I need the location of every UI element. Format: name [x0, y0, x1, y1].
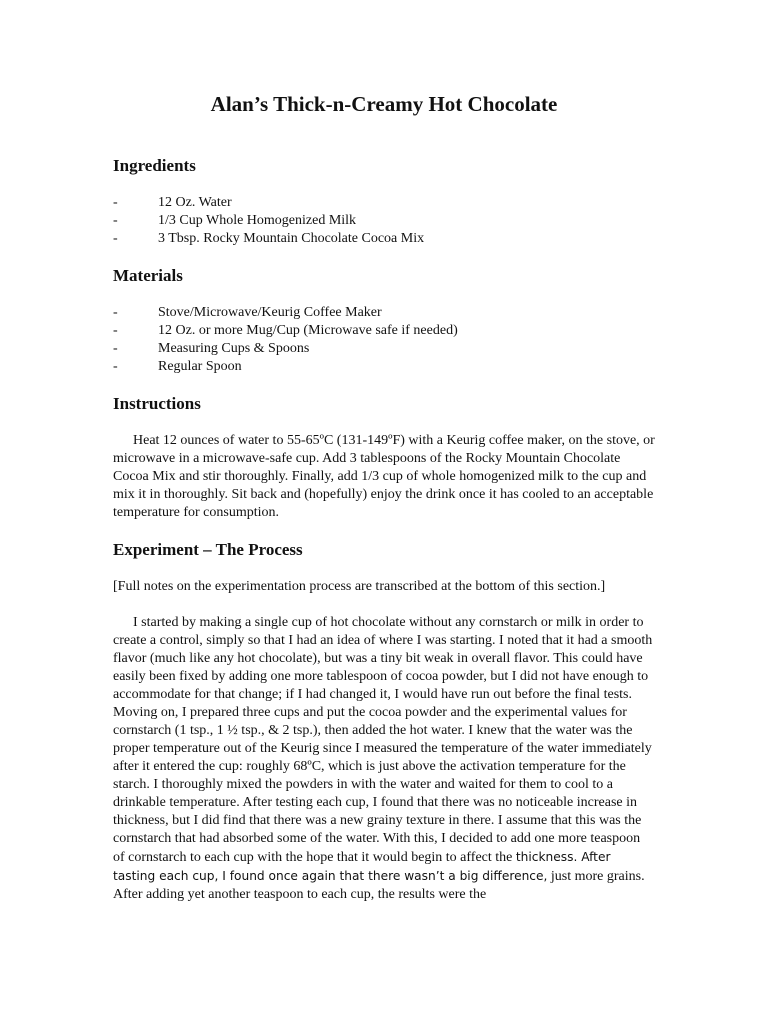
instructions-heading: Instructions — [113, 394, 201, 413]
experiment-note: [Full notes on the experimentation process are transcribed at the bottom of this section.] — [113, 579, 606, 594]
list-item: - 12 Oz. Water — [113, 195, 232, 210]
list-item: - Stove/Microwave/Keurig Coffee Maker — [113, 305, 382, 320]
document-title: Alan’s Thick-n-Creamy Hot Chocolate — [210, 92, 558, 116]
list-item: - 1/3 Cup Whole Homogenized Milk — [113, 213, 357, 228]
list-item: - Measuring Cups & Spoons — [113, 341, 310, 356]
list-item: - 12 Oz. or more Mug/Cup (Microwave safe if needed) — [113, 323, 458, 338]
list-item: - 3 Tbsp. Rocky Mountain Chocolate Cocoa Mix — [113, 231, 425, 246]
ingredients-heading: Ingredients — [113, 156, 196, 175]
materials-heading: Materials — [113, 266, 183, 285]
materials-list — [113, 304, 458, 376]
ingredients-list — [113, 194, 424, 248]
experiment-heading: Experiment – The Process — [113, 540, 303, 559]
experiment-paragraph: I started by making a single cup of hot chocolate without any cornstarch or milk in order to create a control, simply so that I had an idea of where I was starting. I noted that it had a smooth flavor (much like any hot chocolate), but was a tiny bit weak in overall flavor. This could have easily been fixed by adding one more tablespoon of cocoa powder, but I did not have enough to accommodate for that change; if I had changed it, I would have run out before the final tests. Moving on, I prepared three cups and put the cocoa powder and the experimental values for cornstarch (1 tsp., 1 ½ tsp., & 2 tsp.), then added the hot water. I knew that the water was the proper temperature out of the Keurig since I measured the temperature of the water immediately after it entered the cup: roughly 68ºC, which is just above the activation temperature for the starch. I thoroughly mixed the powders in with the water and waited for them to cool to a drinkable temperature. After testing each cup, I found that there was no noticeable increase in thickness, but I did find that there was a new grainy texture in there. I assume that this was the cornstarch that had absorbed some of the water. With this, I decided to add one more teaspoon of cornstarch to each cup with the hope that it would begin to affect the thickness. After tasting each cup, I found once again that there wasn’t a big difference, just more grains. After adding yet another teaspoon to each cup, the results were the — [113, 615, 653, 902]
instructions-paragraph: Heat 12 ounces of water to 55-65ºC (131-149ºF) with a Keurig coffee maker, on the stove, or microwave in a microwave-safe cup. Add 3 tablespoons of the Rocky Mountain Chocolate Cocoa Mix and stir thoroughly. Finally, add 1/3 cup of whole homogenized milk to the cup and mix it in thoroughly. Sit back and (hopefully) enjoy the drink once it has cooled to an acceptable temperature for consumption. — [113, 433, 655, 520]
list-item: - Regular Spoon — [113, 359, 242, 374]
